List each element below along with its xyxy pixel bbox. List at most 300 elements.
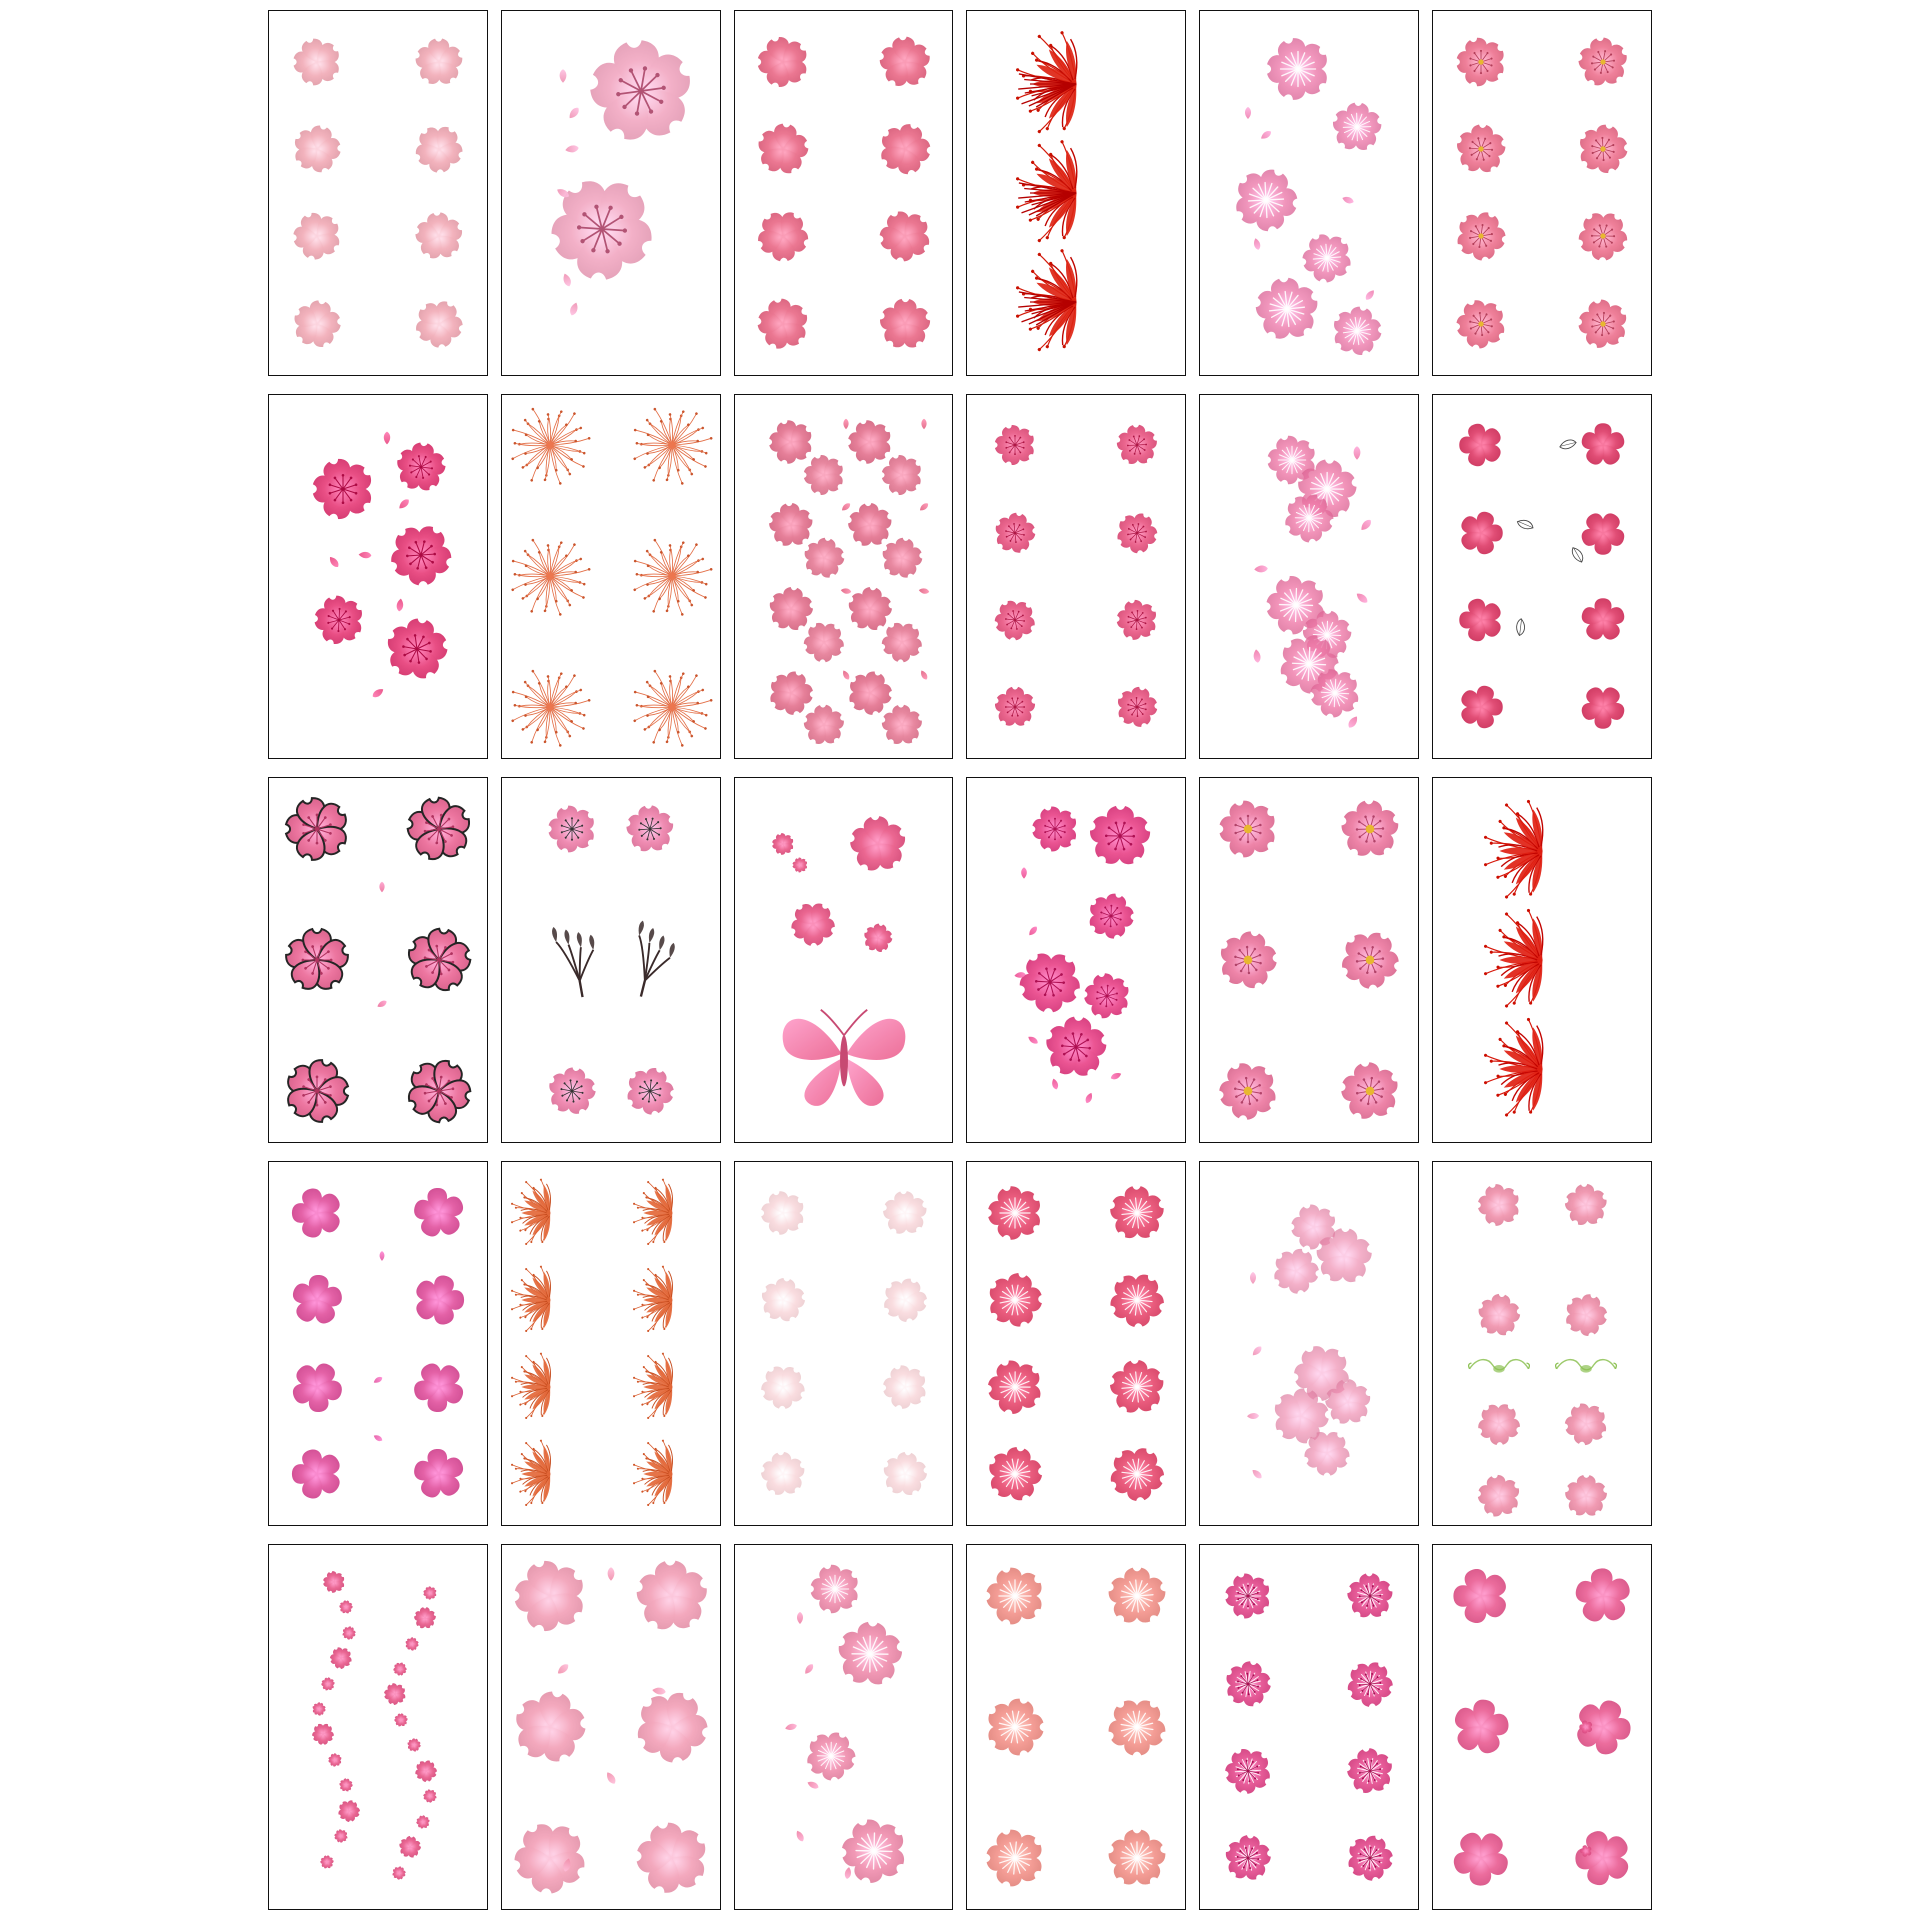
- sheet-artwork: [1200, 11, 1418, 375]
- flower-motif: [375, 607, 458, 690]
- flower-motif: [1258, 127, 1274, 143]
- flower-motif: [865, 197, 945, 277]
- sheet-artwork: [735, 395, 953, 759]
- flower-motif: [390, 1864, 408, 1882]
- flower-motif: [620, 1545, 720, 1648]
- flower-motif: [391, 597, 408, 614]
- flower-motif: [974, 1346, 1057, 1429]
- sticker-sheet-white-ray-blossom[interactable]: [734, 1544, 954, 1910]
- flower-motif: [1092, 1255, 1182, 1345]
- flower-motif: [1474, 1180, 1524, 1230]
- flower-motif: [917, 584, 931, 598]
- sticker-sheet-outlined-sakura-grid[interactable]: [268, 777, 488, 1143]
- sticker-sheet-coral-blossom-grid[interactable]: [966, 1544, 1186, 1910]
- flower-motif: [1252, 560, 1270, 578]
- flower-motif: [1249, 1343, 1265, 1359]
- flower-motif: [558, 271, 576, 289]
- flower-motif: [278, 110, 356, 188]
- flower-motif: [401, 1632, 423, 1654]
- flower-motif: [396, 495, 413, 512]
- flower-motif: [873, 1181, 936, 1244]
- flower-motif: [871, 1354, 938, 1421]
- flower-motif: [1484, 793, 1600, 909]
- flower-motif: [1103, 1353, 1172, 1422]
- sheet-artwork: [735, 778, 953, 1142]
- flower-motif: [878, 451, 926, 499]
- flower-motif: [1469, 1467, 1528, 1526]
- flower-motif: [371, 504, 472, 605]
- flower-motif: [375, 997, 389, 1011]
- sticker-sheet-red-spider-lily-stack[interactable]: [966, 10, 1186, 376]
- sticker-sheet-dense-blossom-columns[interactable]: [734, 394, 954, 760]
- flower-motif: [321, 1569, 347, 1595]
- flower-motif: [1012, 967, 1027, 982]
- flower-motif: [1108, 416, 1167, 475]
- flower-motif: [747, 1265, 817, 1335]
- flower-motif: [805, 1777, 821, 1793]
- flower-motif: [630, 534, 714, 618]
- flower-motif: [1552, 1390, 1618, 1456]
- flower-motif: [820, 1605, 920, 1705]
- flower-motif: [971, 1256, 1060, 1345]
- sticker-sheet-plum-blossom-spray[interactable]: [966, 777, 1186, 1143]
- flower-motif: [316, 1850, 339, 1873]
- flower-motif: [983, 500, 1049, 566]
- flower-motif: [529, 156, 674, 301]
- flower-motif: [1567, 671, 1640, 744]
- flower-motif: [1448, 587, 1514, 653]
- sticker-sheet-stamen-burst-grid[interactable]: [501, 394, 721, 760]
- flower-motif: [1261, 32, 1335, 106]
- flower-motif: [400, 110, 479, 189]
- flower-motif: [289, 34, 345, 90]
- flower-motif: [565, 300, 583, 318]
- flower-motif: [1554, 1348, 1618, 1383]
- flower-motif: [1452, 33, 1510, 91]
- flower-motif: [409, 1753, 444, 1788]
- sticker-sheet-faded-sakura-grid[interactable]: [734, 1161, 954, 1527]
- flower-motif: [973, 1815, 1059, 1901]
- flower-motif: [1211, 1646, 1285, 1720]
- flower-motif: [757, 1187, 809, 1239]
- flower-motif: [1037, 1008, 1115, 1086]
- flower-motif: [558, 1856, 576, 1874]
- sticker-sheet-large-watercolor-grid[interactable]: [501, 1544, 721, 1910]
- sticker-sheet-red-lily-trio[interactable]: [1432, 777, 1652, 1143]
- flower-motif: [303, 584, 374, 655]
- flower-motif: [334, 1796, 364, 1826]
- flower-motif: [422, 1585, 438, 1601]
- flower-motif: [1212, 1735, 1284, 1807]
- flower-motif: [1556, 1681, 1649, 1774]
- flower-motif: [277, 1260, 356, 1339]
- flower-motif: [554, 67, 572, 85]
- flower-motif: [1219, 1828, 1278, 1887]
- flower-motif: [1017, 865, 1032, 880]
- flower-motif: [839, 804, 917, 882]
- flower-motif: [511, 1261, 589, 1339]
- flower-motif: [1550, 1279, 1620, 1349]
- sheet-artwork: [502, 778, 720, 1142]
- flower-motif: [508, 534, 592, 618]
- flower-motif: [742, 109, 822, 189]
- flower-motif: [572, 21, 711, 160]
- flower-motif: [862, 107, 946, 191]
- flower-motif: [1108, 678, 1167, 737]
- sticker-sheet-flat-pink-blossom-grid[interactable]: [1432, 1544, 1652, 1910]
- flower-motif: [1353, 589, 1371, 607]
- flower-motif: [968, 1680, 1063, 1775]
- flower-motif: [869, 26, 941, 98]
- flower-motif: [991, 683, 1039, 731]
- sticker-sheet-rose-sakura-grid[interactable]: [734, 10, 954, 376]
- flower-motif: [284, 290, 350, 356]
- flower-motif: [356, 546, 373, 563]
- flower-motif: [1103, 1824, 1171, 1892]
- flower-motif: [389, 910, 488, 1010]
- flower-motif: [770, 831, 796, 857]
- flower-motif: [371, 1432, 384, 1445]
- sticker-sheet-pale-sakura-grid[interactable]: [268, 10, 488, 376]
- sticker-sheet-orange-spider-lily-grid[interactable]: [501, 1161, 721, 1527]
- flower-motif: [855, 915, 901, 961]
- flower-motif: [280, 792, 354, 866]
- flower-motif: [1440, 195, 1522, 277]
- sticker-sheet-magenta-gradient-grid[interactable]: [268, 1161, 488, 1527]
- flower-motif: [508, 665, 592, 749]
- flower-motif: [753, 32, 813, 92]
- flower-motif: [774, 1000, 914, 1109]
- flower-motif: [1563, 1556, 1643, 1636]
- flower-motif: [326, 553, 343, 570]
- flower-motif: [1443, 285, 1520, 362]
- flower-motif: [270, 913, 363, 1006]
- flower-motif: [1221, 1569, 1275, 1623]
- flower-motif: [1568, 289, 1638, 359]
- flower-motif: [1339, 1740, 1402, 1803]
- flower-motif: [508, 403, 592, 487]
- flower-motif: [789, 1715, 871, 1797]
- flower-motif: [1558, 435, 1578, 455]
- flower-motif: [1108, 591, 1167, 650]
- flower-motif: [917, 500, 931, 514]
- sticker-sheet-soft-cluster-drift[interactable]: [1199, 1161, 1419, 1527]
- sheet-artwork: [967, 1162, 1185, 1526]
- flower-motif: [1074, 791, 1166, 883]
- flower-motif: [1073, 878, 1149, 954]
- flower-motif: [1569, 28, 1637, 96]
- flower-motif: [983, 1181, 1047, 1245]
- flower-motif: [393, 1711, 410, 1728]
- sheet-artwork: [735, 1162, 953, 1526]
- flower-motif: [1214, 795, 1282, 863]
- sticker-sheet-small-blossom-grid[interactable]: [966, 394, 1186, 760]
- sheet-artwork: [1433, 395, 1651, 759]
- flower-motif: [544, 801, 600, 857]
- sheet-artwork: [502, 1162, 720, 1526]
- flower-motif: [917, 417, 931, 431]
- sheet-artwork: [1433, 11, 1651, 375]
- flower-motif: [511, 1348, 589, 1426]
- flower-motif: [616, 795, 684, 863]
- sheet-artwork: [269, 778, 487, 1142]
- flower-motif: [369, 684, 386, 701]
- flower-motif: [1025, 923, 1040, 938]
- flower-motif: [511, 1435, 589, 1513]
- flower-motif: [602, 1565, 620, 1583]
- flower-motif: [409, 206, 470, 267]
- sheet-artwork: [967, 1545, 1185, 1909]
- flower-motif: [1443, 111, 1519, 187]
- flower-motif: [371, 1373, 384, 1386]
- flower-motif: [1203, 1045, 1294, 1136]
- flower-motif: [875, 1445, 934, 1504]
- flower-motif: [1484, 1011, 1600, 1127]
- sheet-artwork: [269, 395, 487, 759]
- sheet-artwork: [967, 778, 1185, 1142]
- flower-motif: [1245, 1408, 1261, 1424]
- flower-motif: [1436, 1683, 1525, 1772]
- sticker-sheet-scatter-peach-blossom[interactable]: [1199, 10, 1419, 376]
- sheet-artwork: [1200, 1545, 1418, 1909]
- flower-motif: [1448, 1563, 1514, 1629]
- sticker-sheet-butterfly-and-blossom[interactable]: [734, 777, 954, 1143]
- flower-motif: [404, 27, 474, 97]
- sticker-sheet-tiny-blossom-trails[interactable]: [268, 1544, 488, 1910]
- flower-motif: [1328, 787, 1412, 871]
- flower-motif: [633, 1261, 711, 1339]
- flower-motif: [991, 421, 1039, 469]
- flower-motif: [650, 1682, 668, 1700]
- flower-motif: [917, 668, 931, 682]
- flower-motif: [791, 856, 809, 874]
- flower-motif: [877, 700, 927, 750]
- flower-motif: [792, 1610, 808, 1626]
- flower-motif: [840, 1865, 856, 1881]
- sheet-artwork: [1433, 1545, 1651, 1909]
- flower-motif: [409, 1602, 441, 1634]
- flower-motif: [633, 1348, 711, 1426]
- flower-motif: [413, 1811, 435, 1833]
- flower-motif: [1577, 594, 1629, 646]
- flower-motif: [1561, 1816, 1646, 1901]
- flower-motif: [534, 1053, 610, 1129]
- flower-motif: [1578, 1719, 1594, 1735]
- flower-motif: [1331, 1052, 1410, 1131]
- flower-motif: [1322, 912, 1418, 1008]
- flower-motif: [1249, 1466, 1265, 1482]
- flower-motif: [630, 665, 714, 749]
- sticker-sheet-blossom-and-branch[interactable]: [501, 777, 721, 1143]
- flower-motif: [1240, 105, 1256, 121]
- sticker-sheet-streaked-plum-grid[interactable]: [1199, 1544, 1419, 1910]
- flower-motif: [1515, 515, 1535, 535]
- sheet-artwork: [269, 1545, 487, 1909]
- flower-motif: [375, 880, 389, 894]
- flower-motif: [268, 1039, 369, 1142]
- flower-motif: [1563, 109, 1643, 189]
- sheet-artwork: [735, 1545, 953, 1909]
- sheet-artwork: [1433, 1162, 1651, 1526]
- flower-motif: [376, 1250, 389, 1263]
- flower-motif: [633, 1435, 711, 1513]
- sheet-artwork: [502, 395, 720, 759]
- flower-motif: [501, 1670, 607, 1785]
- flower-motif: [1245, 1270, 1261, 1286]
- flower-motif: [799, 700, 849, 750]
- sticker-sheet-peach-blossom-pairs[interactable]: [1199, 777, 1419, 1143]
- flower-motif: [397, 1258, 481, 1342]
- flower-motif: [1357, 516, 1375, 534]
- sheet-artwork: [967, 11, 1185, 375]
- flower-motif: [403, 1177, 474, 1248]
- flower-motif: [1028, 802, 1082, 856]
- flower-motif: [378, 430, 395, 447]
- flower-motif: [501, 1801, 607, 1910]
- flower-motif: [1362, 287, 1378, 303]
- flower-motif: [554, 1660, 572, 1678]
- sheet-artwork: [269, 1162, 487, 1526]
- flower-motif: [1016, 133, 1136, 253]
- flower-motif: [620, 1807, 720, 1910]
- flower-motif: [1095, 1553, 1181, 1639]
- flower-motif: [419, 1785, 442, 1808]
- sticker-sheet-gold-center-sakura-grid[interactable]: [1432, 10, 1652, 376]
- flower-motif: [1108, 1069, 1123, 1084]
- flower-motif: [554, 184, 572, 202]
- flower-motif: [1467, 1348, 1531, 1383]
- flower-motif: [801, 1661, 817, 1677]
- flower-motif: [740, 194, 824, 278]
- flower-motif: [1465, 1281, 1532, 1348]
- flower-motif: [338, 1621, 361, 1644]
- sheet-artwork: [967, 395, 1185, 759]
- sticker-sheet-blossom-with-green-scroll[interactable]: [1432, 1161, 1652, 1527]
- flower-motif: [1563, 196, 1644, 277]
- flower-motif: [1103, 499, 1171, 567]
- flower-motif: [337, 1776, 356, 1795]
- flower-motif: [1097, 1173, 1177, 1253]
- flower-motif: [1016, 24, 1136, 144]
- flower-motif: [406, 1442, 472, 1508]
- flower-motif: [977, 1437, 1053, 1513]
- flower-motif: [1332, 1645, 1408, 1721]
- flower-motif: [1335, 1823, 1405, 1893]
- flower-motif: [783, 1719, 799, 1735]
- sheet-artwork: [502, 1545, 720, 1909]
- flower-motif: [1025, 1032, 1040, 1047]
- flower-motif: [981, 1562, 1049, 1630]
- flower-motif: [330, 1825, 352, 1847]
- flower-motif: [1082, 1091, 1097, 1106]
- flower-motif: [1510, 617, 1530, 637]
- flower-motif: [1249, 236, 1265, 252]
- sheet-artwork: [1200, 1162, 1418, 1526]
- flower-motif: [1247, 268, 1328, 349]
- flower-motif: [304, 1716, 340, 1752]
- sheet-artwork: [502, 11, 720, 375]
- flower-motif: [401, 286, 477, 362]
- flower-motif: [287, 1183, 347, 1243]
- flower-motif: [780, 890, 847, 957]
- flower-motif: [1455, 419, 1507, 471]
- flower-motif: [1337, 1563, 1404, 1630]
- sticker-sheet-grid: [268, 10, 1652, 1910]
- flower-motif: [747, 288, 818, 359]
- flower-motif: [324, 1749, 346, 1771]
- flower-motif: [307, 453, 379, 525]
- flower-motif: [1322, 295, 1393, 366]
- sticker-sheet-flat-blossom-leaf-grid[interactable]: [1432, 394, 1652, 760]
- flower-motif: [1047, 1076, 1062, 1091]
- flower-motif: [792, 1828, 808, 1844]
- sticker-sheet-diagonal-blossom-drift[interactable]: [1199, 394, 1419, 760]
- flower-motif: [1570, 413, 1636, 479]
- sticker-sheet-bold-pink-blossom-grid[interactable]: [966, 1161, 1186, 1527]
- flower-motif: [874, 293, 935, 354]
- flower-motif: [323, 1641, 358, 1676]
- flower-motif: [800, 451, 848, 499]
- flower-motif: [511, 1174, 589, 1252]
- sheet-artwork: [1200, 395, 1418, 759]
- flower-motif: [397, 787, 482, 872]
- flower-motif: [378, 1678, 412, 1712]
- flower-motif: [280, 200, 353, 273]
- flower-motif: [1484, 902, 1600, 1018]
- flower-motif: [825, 1802, 923, 1900]
- sticker-sheet-watercolor-sakura-duo[interactable]: [501, 10, 721, 376]
- flower-motif: [754, 1446, 811, 1503]
- flower-motif: [1567, 545, 1587, 565]
- flower-motif: [983, 587, 1049, 653]
- sticker-sheet-magenta-blossom-scatter[interactable]: [268, 394, 488, 760]
- flower-motif: [1579, 1844, 1593, 1858]
- flower-motif: [1094, 1431, 1181, 1518]
- flower-motif: [602, 1769, 620, 1787]
- flower-motif: [1344, 713, 1362, 731]
- flower-motif: [1560, 1471, 1611, 1522]
- flower-motif: [746, 1351, 818, 1423]
- sheet-artwork: [1200, 778, 1418, 1142]
- flower-motif: [319, 1675, 337, 1693]
- flower-motif: [1556, 1175, 1616, 1235]
- sheet-artwork: [1433, 778, 1651, 1142]
- flower-motif: [275, 1345, 360, 1430]
- flower-motif: [1463, 1388, 1533, 1458]
- flower-motif: [1201, 913, 1295, 1007]
- flower-motif: [1090, 1680, 1185, 1775]
- flower-motif: [1348, 444, 1366, 462]
- flower-motif: [1448, 675, 1514, 741]
- flower-motif: [1435, 1812, 1527, 1904]
- flower-motif: [1445, 496, 1518, 569]
- flower-motif: [610, 1051, 689, 1130]
- sheet-artwork: [269, 11, 487, 375]
- flower-motif: [633, 1174, 711, 1252]
- flower-motif: [405, 1736, 424, 1755]
- flower-motif: [279, 1437, 355, 1513]
- flower-motif: [508, 1554, 592, 1638]
- flower-motif: [1016, 242, 1136, 362]
- flower-motif: [395, 1832, 425, 1862]
- flower-motif: [868, 1263, 941, 1336]
- flower-motif: [1340, 192, 1356, 208]
- sheet-artwork: [735, 11, 953, 375]
- flower-motif: [387, 1039, 488, 1143]
- flower-motif: [1248, 647, 1266, 665]
- flower-motif: [601, 911, 698, 1008]
- flower-motif: [630, 403, 714, 487]
